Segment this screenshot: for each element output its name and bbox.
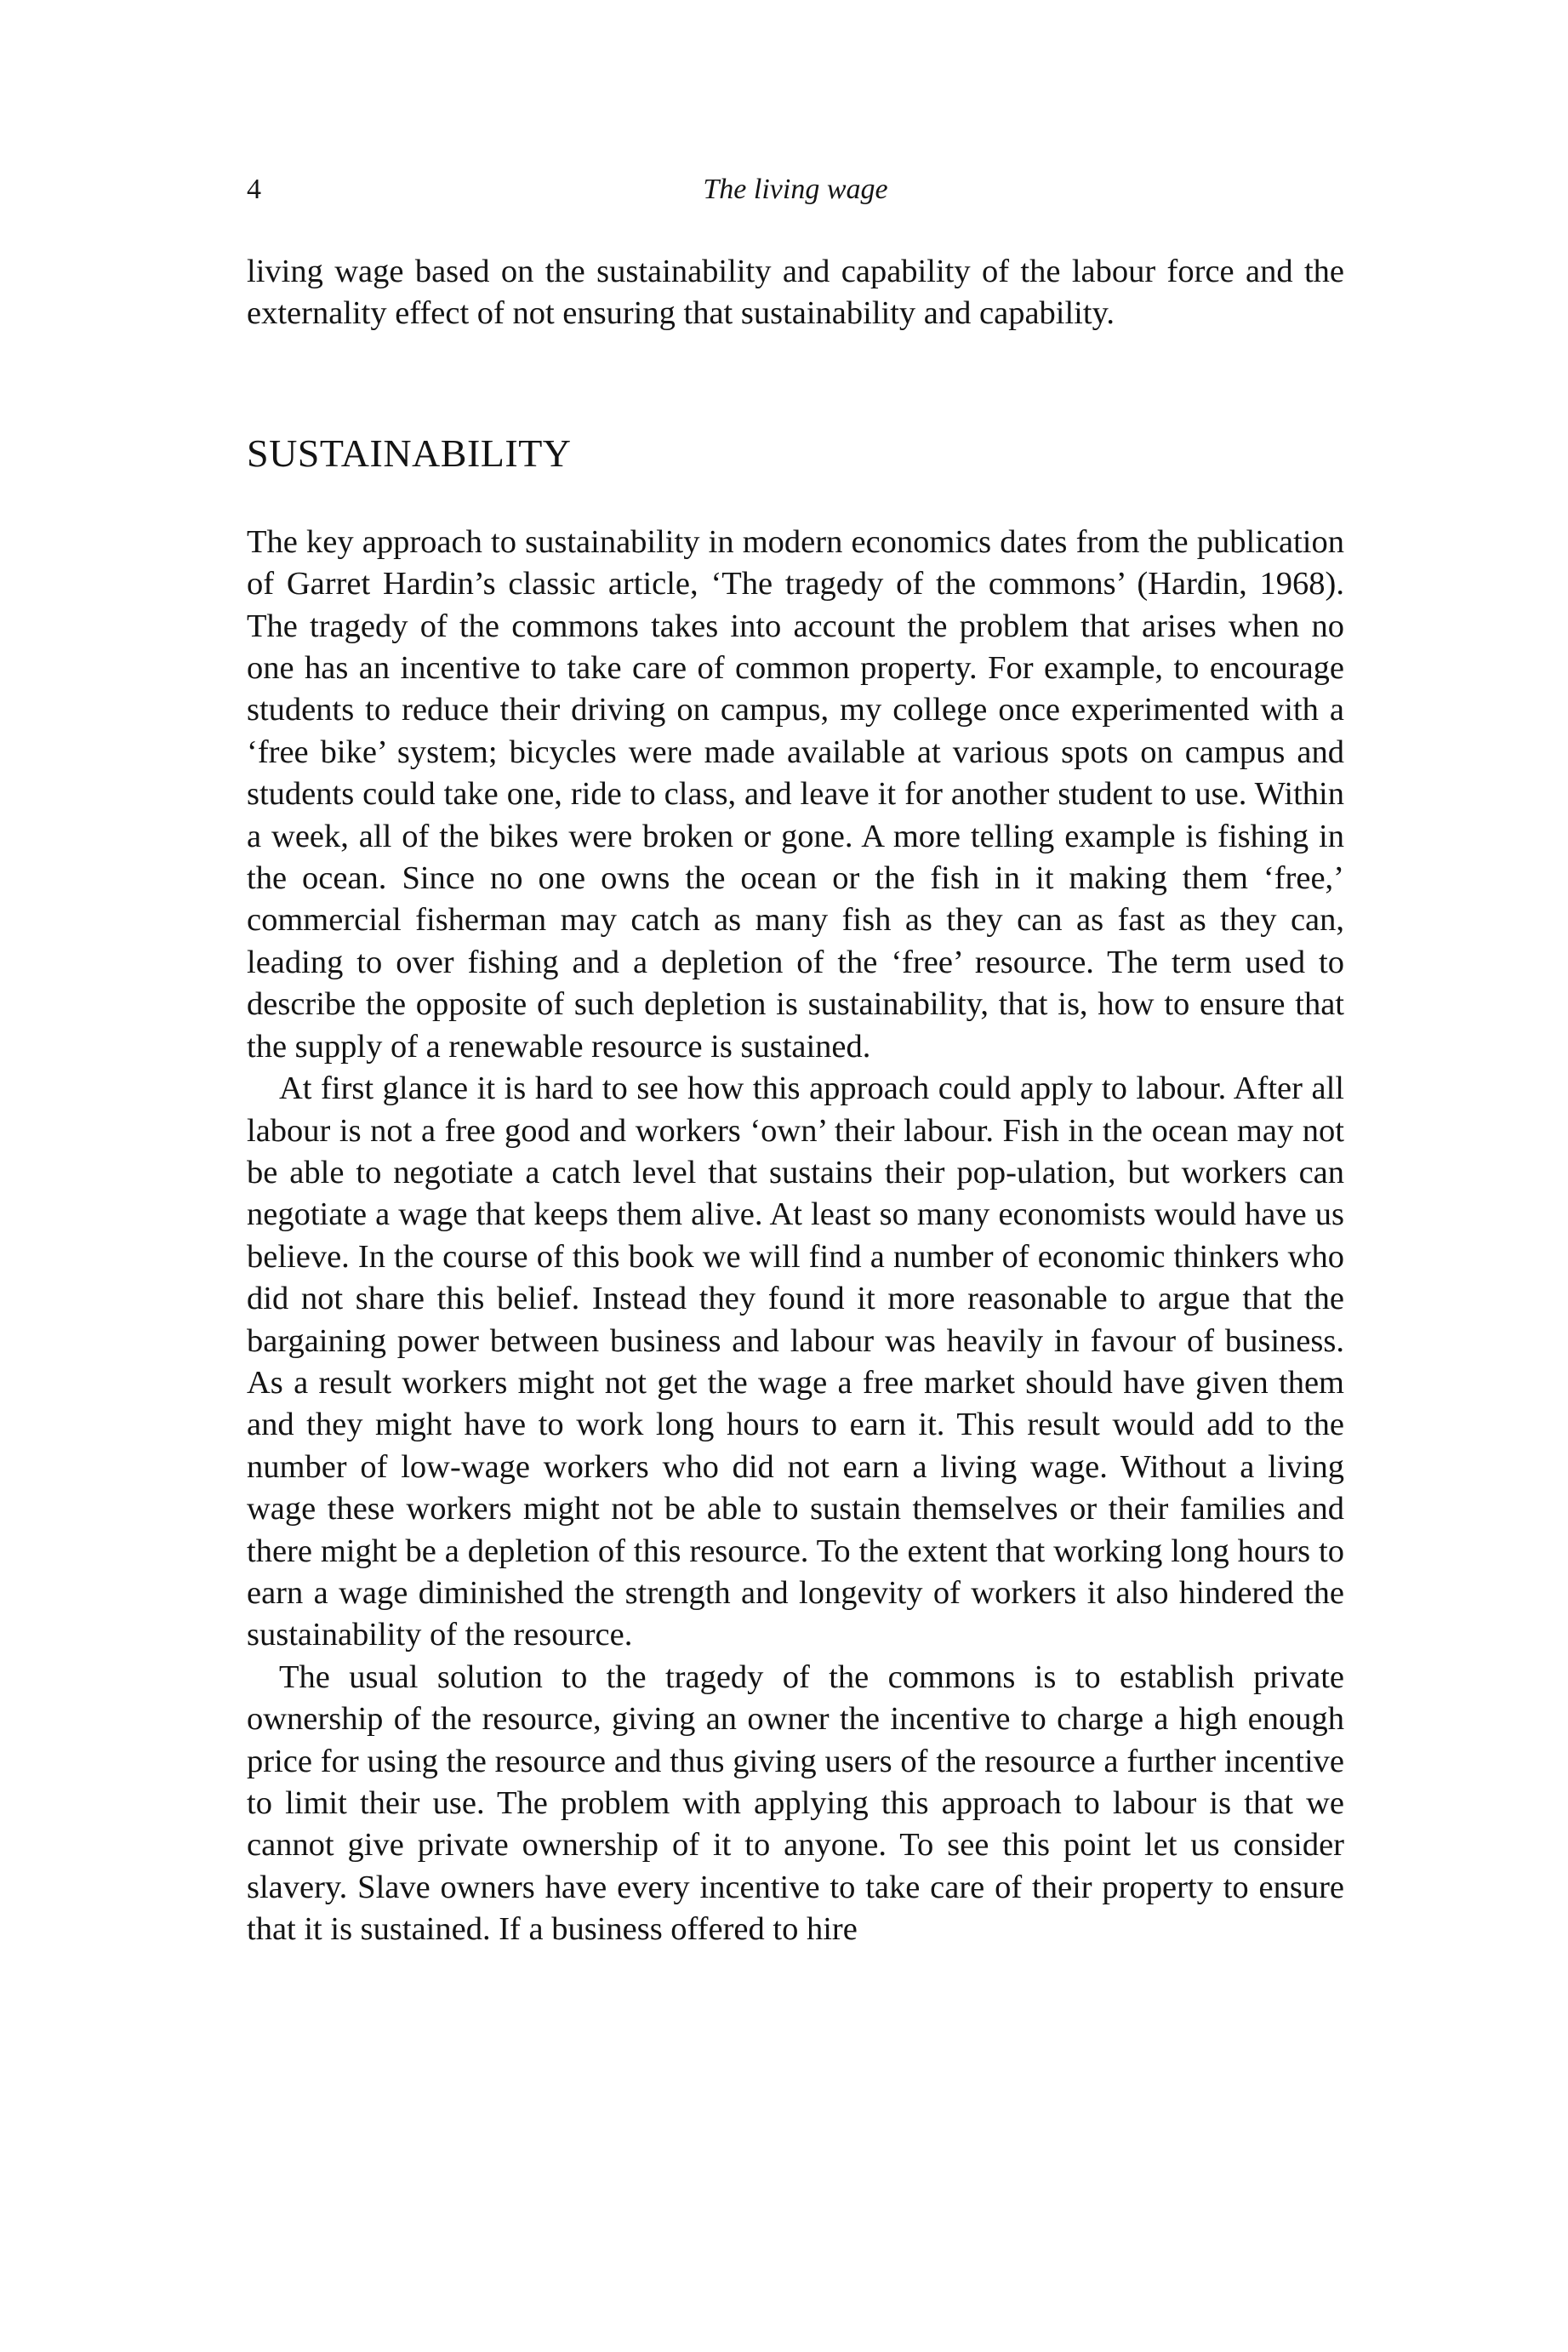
body-text bbox=[247, 251, 1344, 1951]
book-page bbox=[247, 170, 1344, 1951]
page-number: 4 bbox=[247, 174, 261, 205]
continued-paragraph: living wage based on the sustainability and capability of the labour force and the externality effect of not ensuring that sustainability and capability. bbox=[247, 254, 1344, 332]
paragraph-1: The key approach to sustainability in modern economics dates from the publication of Garret Hardin’s classic article, ‘The tragedy of the commons’ (Hardin, 1968). The tragedy of the commons takes into account the problem that arises when no one has an incentive to take care of common property. For example, to encourage students to reduce their driving on campus, my college once experimented with a ‘free bike’ system; bicycles were made available at various spots on campus and students could take one, ride to class, and leave it for another student to use. Within a week, all of the bikes were broken or gone. A more telling example is fishing in the ocean. Since no one owns the ocean or the fish in it making them ‘free,’ commercial fisherman may catch as many fish as they can as fast as they can, leading to over fishing and a depletion of the ‘free’ resource. The term used to describe the opposite of such depletion is sustainability, that is, how to ensure that the supply of a renewable resource is sustained. bbox=[247, 523, 1344, 1065]
section-heading: SUSTAINABILITY bbox=[247, 431, 572, 475]
running-title: The living wage bbox=[703, 174, 888, 205]
paragraph-2: At first glance it is hard to see how this approach could apply to labour. After all labour is not a free good and workers ‘own’ their labour. Fish in the ocean may not be able to negotiate a catch level that sustains their pop-ulation, but workers can negotiate a wage that keeps them alive. At least so many economists would have us believe. In the course of this book we will find a number of economic thinkers who did not share this belief. Instead they found it more reasonable to argue that the bargaining power between business and labour was heavily in favour of business. As a result workers might not get the wage a free market should have given them and they might have to work long hours to earn it. This result would add to the number of low-wage workers who did not earn a living wage. Without a living wage these workers might not be able to sustain themselves or their families and there might be a depletion of this resource. To the extent that working long hours to earn a wage diminished the strength and longevity of workers it also hindered the sustainability of the resource. bbox=[247, 1070, 1344, 1653]
running-head bbox=[247, 170, 1344, 209]
paragraph-3: The usual solution to the tragedy of the commons is to establish private ownership of the resource, giving an owner the incentive to charge a high enough price for using the resource and thus giving users of the resource a further incentive to limit their use. The problem with applying this approach to labour is that we cannot give private ownership of it to anyone. To see this point let us consider slavery. Slave owners have every incentive to take care of their property to ensure that it is sustained. If a business offered to hire bbox=[247, 1658, 1344, 1948]
